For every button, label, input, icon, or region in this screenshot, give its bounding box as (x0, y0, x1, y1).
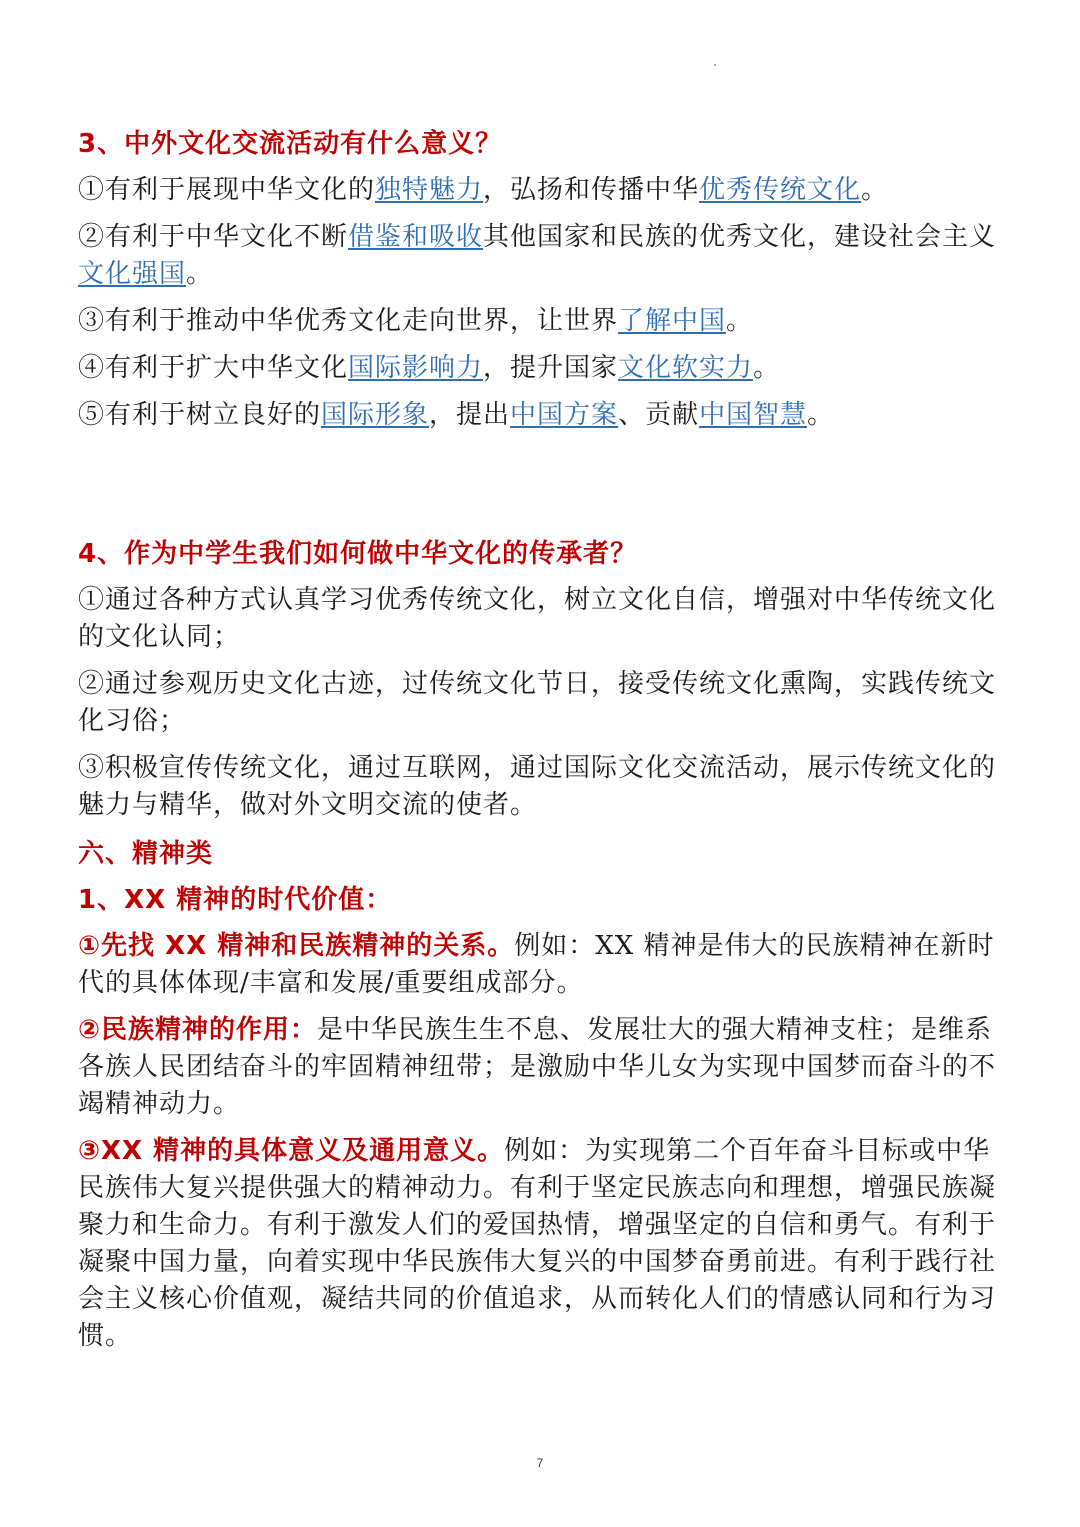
section-4-item-3: ③积极宣传传统文化，通过互联网，通过国际文化交流活动，展示传统文化的魅力与精华，做对外文明交流的使者。 (78, 753, 997, 820)
page-number: 7 (536, 1456, 544, 1470)
text-segment: ，弘扬和传播中华 (483, 175, 700, 205)
keyword: 文化强国 (78, 259, 187, 289)
section-4-list (78, 582, 1008, 824)
text-segment: ①有利于展现中华文化的 (78, 175, 376, 205)
section-6-heading: 六、精神类 (78, 839, 214, 869)
text-segment: 。 (753, 353, 781, 383)
text-segment: ，提升国家 (483, 353, 619, 383)
keyword: 国际形象 (321, 400, 430, 430)
text-segment: 。 (186, 259, 214, 289)
section-6-item-2-text: 是中华民族生生不息、发展壮大的强大精神支柱；是维系各族人民团结奋斗的牢固精神纽带；是激励中华儿女为实现中国梦而奋斗的不竭精神动力。 (78, 1015, 997, 1119)
text-segment: 、贡献 (618, 400, 700, 430)
section-4-item-2: ②通过参观历史文化古迹，过传统文化节日，接受传统文化熏陶，实践传统文化习俗； (78, 669, 997, 736)
section-6-item-2 (78, 1012, 1008, 1123)
section-6-item-3 (78, 1133, 1008, 1355)
section-4 (78, 534, 1008, 824)
keyword: 独特魅力 (375, 175, 484, 205)
section-3-heading: 3、中外文化交流活动有什么意义？ (78, 129, 503, 159)
text-segment: ④有利于扩大中华文化 (78, 353, 349, 383)
section-3-item-1 (78, 172, 1008, 209)
keyword: 文化软实力 (618, 353, 754, 383)
text-segment: 。 (861, 175, 889, 205)
text-segment: ③有利于推动中华优秀文化走向世界，让世界 (78, 306, 619, 336)
section-3-item-5 (78, 397, 1008, 434)
section-3-list (78, 172, 1008, 434)
text-segment: ⑤有利于树立良好的 (78, 400, 322, 430)
section-3-item-3 (78, 303, 1008, 340)
section-6-item-2-lead: ②民族精神的作用： (78, 1015, 318, 1045)
section-6 (78, 834, 1008, 1355)
scan-dot (714, 64, 716, 66)
keyword: 国际影响力 (348, 353, 484, 383)
keyword: 中国智慧 (699, 400, 808, 430)
keyword: 了解中国 (618, 306, 727, 336)
section-6-item-1-lead: ①先找 XX 精神和民族精神的关系。 (78, 931, 515, 961)
text-segment: 其他国家和民族的优秀文化，建设社会主义 (483, 222, 997, 252)
section-6-item-3-lead: ③XX 精神的具体意义及通用意义。 (78, 1136, 505, 1166)
text-segment: 。 (726, 306, 754, 336)
keyword: 优秀传统文化 (699, 175, 862, 205)
section-3-item-2 (78, 219, 1008, 293)
section-3-item-4 (78, 350, 1008, 387)
section-6-item-1 (78, 928, 1008, 1002)
section-3 (78, 124, 1008, 434)
keyword: 中国方案 (510, 400, 619, 430)
text-segment: ②有利于中华文化不断 (78, 222, 349, 252)
section-6-subheading: 1、XX 精神的时代价值： (78, 885, 393, 915)
section-4-heading: 4、作为中学生我们如何做中华文化的传承者？ (78, 539, 638, 569)
section-4-item-1: ①通过各种方式认真学习优秀传统文化，树立文化自信，增强对中华传统文化的文化认同； (78, 585, 997, 652)
keyword: 借鉴和吸收 (348, 222, 484, 252)
text-segment: 。 (807, 400, 835, 430)
section-6-item-1-text: 例如：XX 精神是伟大的民族精神在新时代的具体体现/丰富和发展/重要组成部分。 (78, 931, 995, 998)
section-6-list (78, 928, 1008, 1355)
section-6-item-3-text: 例如：为实现第二个百年奋斗目标或中华民族伟大复兴提供强大的精神动力。有利于坚定民族志向和理想，增强民族凝聚力和生命力。有利于激发人们的爱国热情，增强坚定的自信和勇气。有利于凝聚中国力量，向着实现中华民族伟大复兴的中国梦奋勇前进。有利于践行社会主义核心价值观，凝结共同的价值追求，从而转化人们的情感认同和行为习惯。 (78, 1136, 997, 1351)
text-segment: ，提出 (429, 400, 511, 430)
